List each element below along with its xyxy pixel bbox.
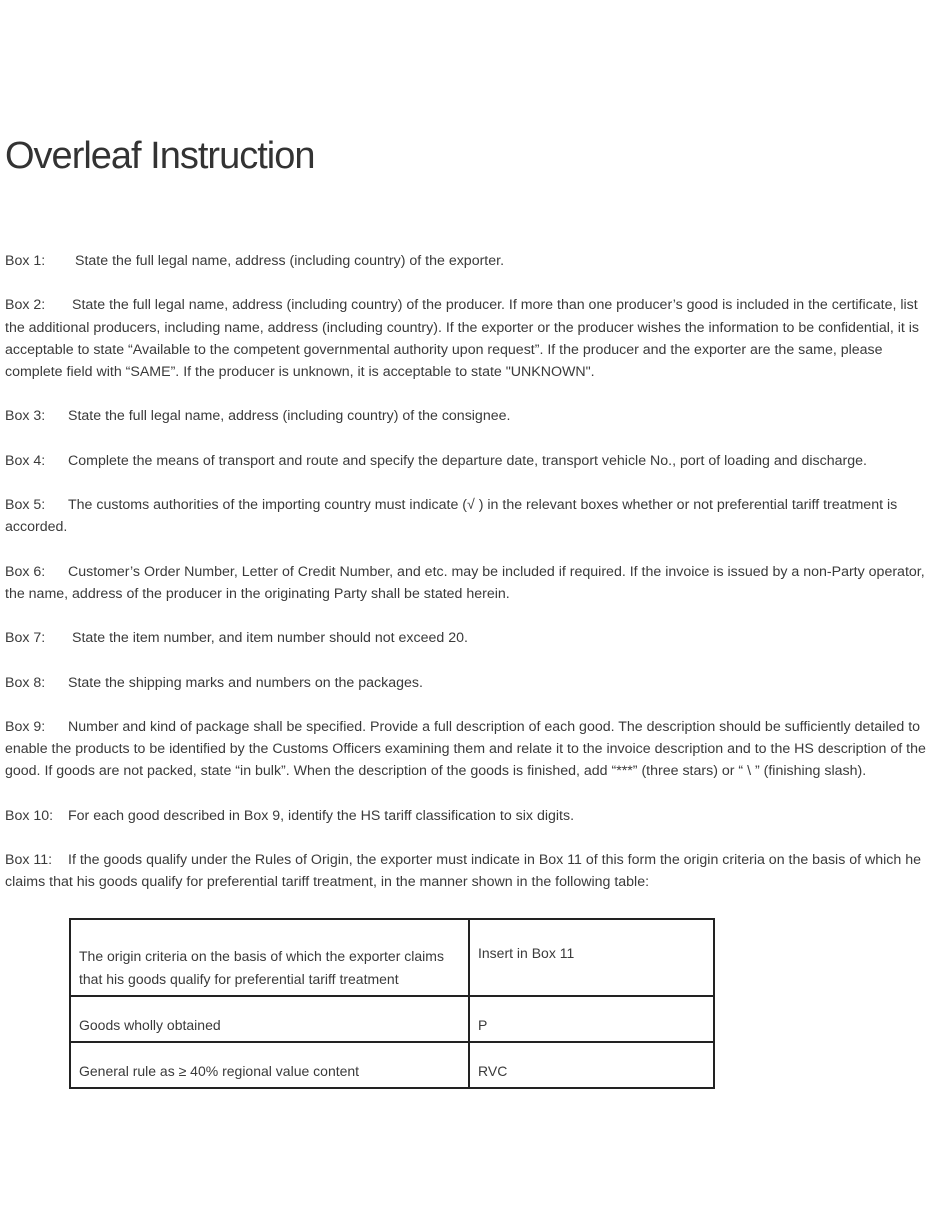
table-cell-criteria: The origin criteria on the basis of which the exporter claims that his goods qualify for preferential tariff treatment xyxy=(70,919,469,996)
box-label: Box 7: xyxy=(5,630,46,647)
table-cell-insert: P xyxy=(469,996,714,1042)
table-cell-insert: Insert in Box 11 xyxy=(469,919,714,996)
box-label: Box 10: xyxy=(5,807,54,824)
table-header-row xyxy=(70,919,714,996)
box-label: Box 9: xyxy=(5,718,46,735)
page-title: Overleaf Instruction xyxy=(5,135,315,177)
box-text: State the shipping marks and numbers on the packages. xyxy=(68,674,423,691)
instructions-list xyxy=(5,250,941,916)
box-text: Complete the means of transport and route and specify the departure date, transport vehicle No., port of loading and discharge. xyxy=(68,452,867,469)
box-4-instruction xyxy=(5,450,941,472)
box-11-instruction xyxy=(5,849,941,894)
box-text: For each good described in Box 9, identify the HS tariff classification to six digits. xyxy=(68,807,575,824)
box-text: State the item number, and item number should not exceed 20. xyxy=(72,630,468,647)
box-2-instruction xyxy=(5,294,941,383)
box-1-instruction xyxy=(5,250,941,272)
box-text: State the full legal name, address (including country) of the producer. If more than one producer’s good is included in the certificate, list the additional producers, including name, address (including country). If the exporter or the producer wishes the information to be confidential, it is acceptable to state “Available to the competent governmental authority upon request”. If the producer and the exporter are the same, please complete field with “SAME”. If the producer is unknown, it is acceptable to state "UNKNOWN". xyxy=(5,297,920,381)
box-text: State the full legal name, address (including country) of the consignee. xyxy=(68,408,511,425)
box-label: Box 11: xyxy=(5,852,53,869)
box-label: Box 3: xyxy=(5,408,46,425)
box-5-instruction xyxy=(5,494,941,539)
box-7-instruction xyxy=(5,627,941,649)
box-label: Box 6: xyxy=(5,563,46,580)
box-3-instruction xyxy=(5,405,941,427)
table-row xyxy=(70,1042,714,1088)
box-10-instruction xyxy=(5,805,941,827)
box-text: Number and kind of package shall be specified. Provide a full description of each good. The description should be sufficiently detailed to enable the products to be identified by the Customs Officers examining them and relate it to the invoice description and to the HS description of the good. If goods are not packed, state “in bulk”. When the description of the goods is finished, add “***” (three stars) or “ \ ” (finishing slash). xyxy=(5,718,926,780)
box-label: Box 2: xyxy=(5,297,46,314)
box-6-instruction xyxy=(5,561,941,606)
table-cell-criteria: General rule as ≥ 40% regional value content xyxy=(70,1042,469,1088)
box-label: Box 4: xyxy=(5,452,46,469)
box-label: Box 1: xyxy=(5,253,46,269)
box-label: Box 5: xyxy=(5,497,46,514)
box-label: Box 8: xyxy=(5,674,46,691)
box-text: State the full legal name, address (including country) of the exporter. xyxy=(75,253,505,269)
box-9-instruction xyxy=(5,716,941,783)
box-text: The customs authorities of the importing country must indicate (√ ) in the relevant boxes whether or not preferential tariff treatment is accorded. xyxy=(5,497,898,536)
box-text: Customer’s Order Number, Letter of Credit Number, and etc. may be included if required. If the invoice is issued by a non-Party operator, the name, address of the producer in the originating Party shall be stated herein. xyxy=(5,563,925,602)
box-8-instruction xyxy=(5,672,941,694)
origin-criteria-table xyxy=(69,918,715,1089)
box-text: If the goods qualify under the Rules of Origin, the exporter must indicate in Box 11 of this form the origin criteria on the basis of which he claims that his goods qualify for preferential tariff treatment, in the manner shown in the following table: xyxy=(5,852,922,891)
table-row xyxy=(70,996,714,1042)
table-cell-criteria: Goods wholly obtained xyxy=(70,996,469,1042)
table-cell-insert: RVC xyxy=(469,1042,714,1088)
